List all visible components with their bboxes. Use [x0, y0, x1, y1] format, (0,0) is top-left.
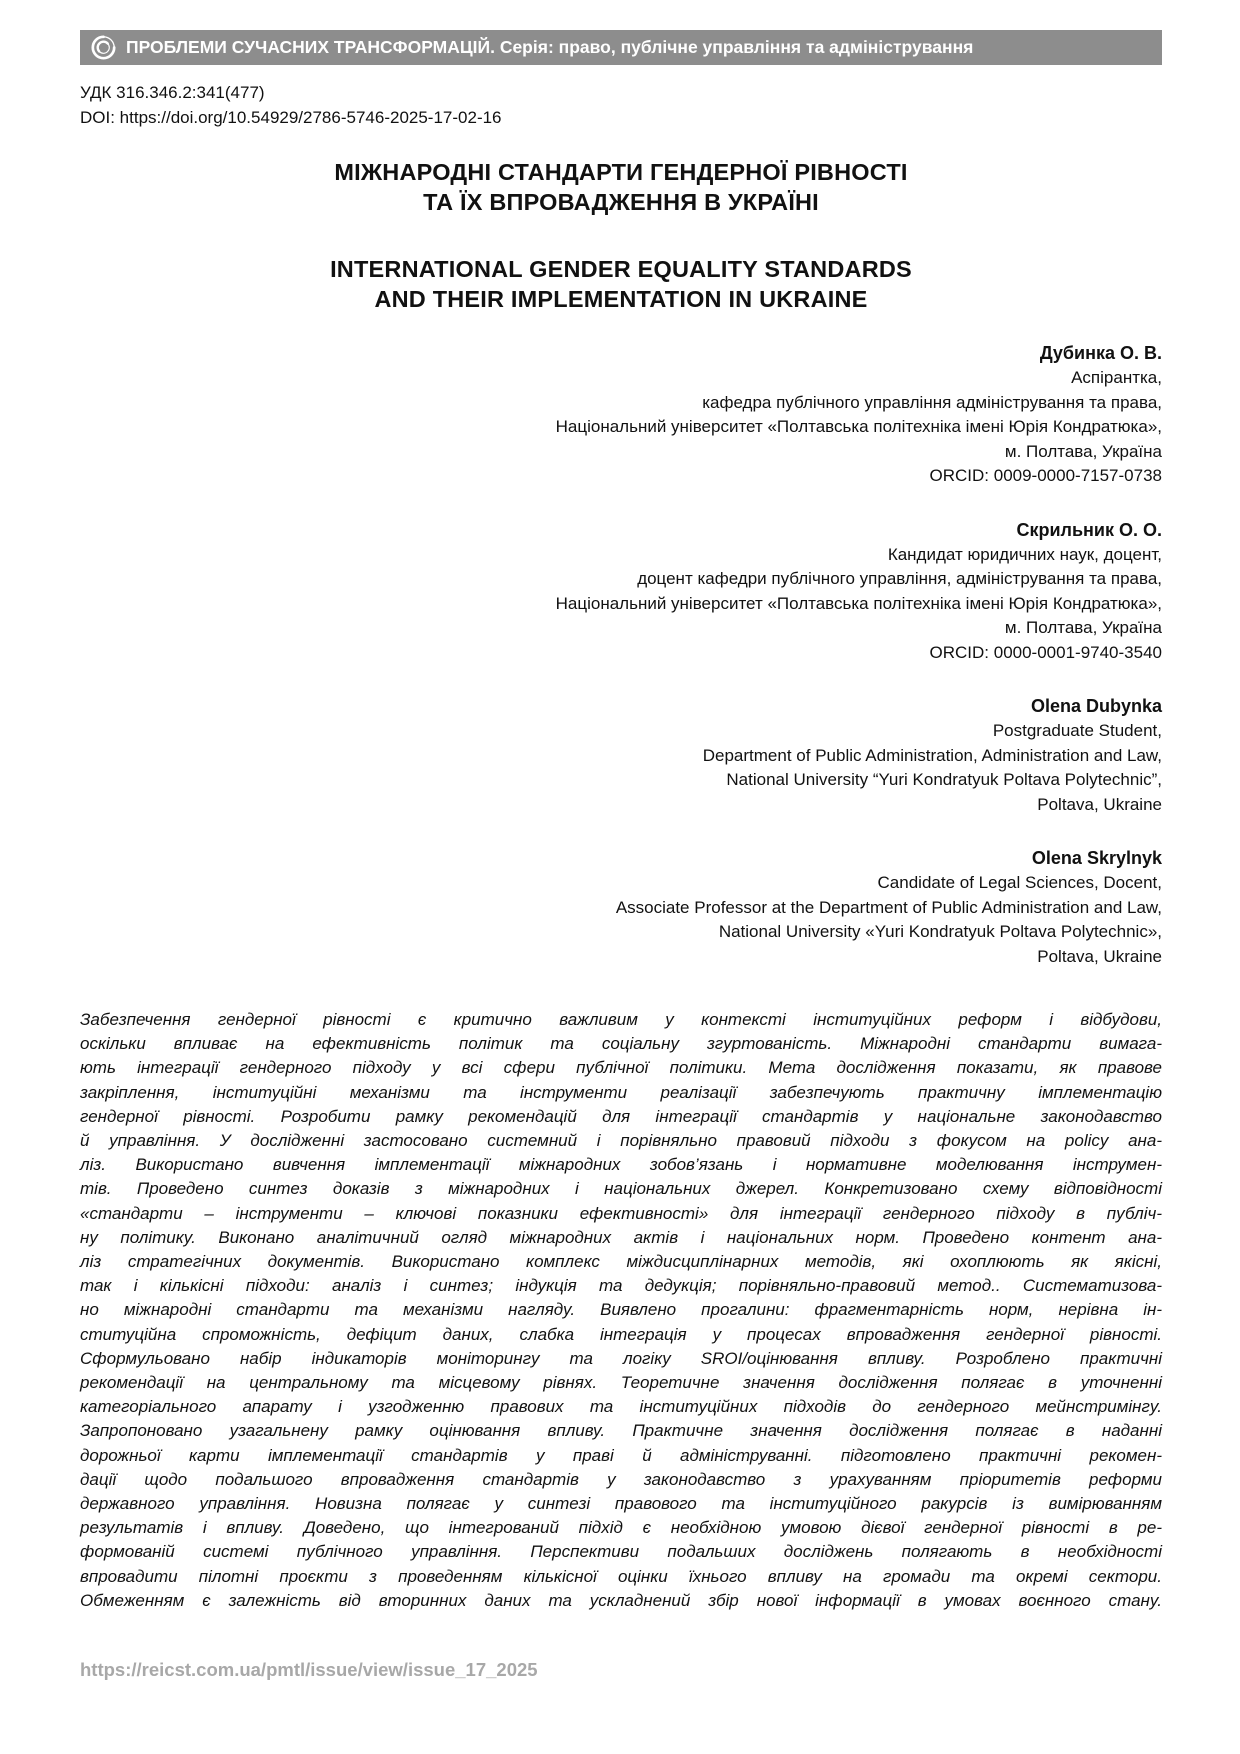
abstract-line: «стандарти – інструменти – ключові показники ефективності» для інтеграції гендерного підходу в публіч-	[80, 1203, 1162, 1223]
abstract	[80, 1008, 1162, 1613]
author-affiliation-line: Department of Public Administration, Administration and Law,	[702, 745, 1162, 765]
article-title-en-line2: AND THEIR IMPLEMENTATION IN UKRAINE	[374, 286, 868, 312]
abstract-line: категоріального апарату і узгодженню правових та інституційних підходів до гендерного мейнстримінгу.	[80, 1397, 1162, 1417]
article-title-uk-line1: МІЖНАРОДНІ СТАНДАРТИ ГЕНДЕРНОЇ РІВНОСТІ	[334, 159, 908, 185]
abstract-line: ну політику. Виконано аналітичний огляд міжнародних актів і національних норм. Проведено контент ана-	[80, 1227, 1162, 1247]
journal-logo-swirl-icon	[90, 34, 117, 61]
abstract-line: тів. Проведено синтез доказів з міжнародних і національних джерел. Конкретизовано схему відповідності	[80, 1179, 1162, 1199]
abstract-line: державного управління. Новизна полягає у синтезі правового та інституційного ракурсів із вимірюванням	[80, 1494, 1162, 1514]
journal-header-bar	[80, 30, 1162, 65]
author-affiliation-line: ORCID: 0000-0001-9740-3540	[929, 642, 1162, 662]
abstract-line: так і кількісні підходи: аналіз і синтез; індукція та дедукція; порівняльно-правовий метод.. Систематизова-	[80, 1276, 1162, 1296]
author-affiliation-line: м. Полтава, Україна	[1004, 441, 1162, 461]
author-name: Olena Skrylnyk	[1031, 848, 1162, 868]
abstract-line: й управління. У дослідженні застосовано системний і порівняльно правовий підходи з фокусом на policy ана-	[80, 1131, 1162, 1151]
article-title-uk-line2: ТА ЇХ ВПРОВАДЖЕННЯ В УКРАЇНІ	[423, 189, 819, 215]
author-blocks	[80, 341, 1162, 969]
author-affiliation-line: National University «Yuri Kondratyuk Poltava Polytechnic»,	[718, 922, 1162, 941]
abstract-line: ституційна спроможність, дефіцит даних, слабка інтеграція у процесах впровадження гендерної рівності.	[80, 1324, 1162, 1344]
abstract-line: Забезпечення гендерної рівності є критично важливим у контексті інституційних реформ і відбудови,	[80, 1010, 1162, 1029]
author-affiliation-line: Candidate of Legal Sciences, Docent,	[877, 873, 1162, 892]
abstract-line: Запропоновано узагальнену рамку оцінювання впливу. Практичне значення дослідження полягає в наданні	[80, 1421, 1162, 1441]
author-block	[80, 846, 1162, 969]
abstract-line: Обмеженням є залежність від вторинних даних та ускладнений збір нової інформації в умовах воєнного стану.	[80, 1590, 1162, 1610]
abstract-line: но міжнародні стандарти та механізми нагляду. Виявлено прогалини: фрагментарність норм, нерівна ін-	[80, 1300, 1162, 1320]
abstract-line: результатів і впливу. Доведено, що інтегрований підхід є необхідною умовою дієвої гендерної рівності в ре-	[80, 1518, 1162, 1538]
doi-link[interactable]: DOI: https://doi.org/10.54929/2786-5746-2025-17-02-16	[80, 108, 502, 127]
abstract-line: ють інтеграції гендерного підходу у всі сфери публічної політики. Мета дослідження показати, як правове	[80, 1058, 1162, 1078]
udc-line: УДК 316.346.2:341(477)	[80, 83, 265, 102]
author-affiliation-line: Національний університет «Полтавська політехніка імені Юрія Кондратюка»,	[555, 417, 1162, 436]
abstract-line: закріплення, інституційні механізми та інструменти реалізації забезпечують практичну імплементацію	[80, 1082, 1162, 1102]
author-affiliation-line: National University “Yuri Kondratyuk Poltava Polytechnic”,	[726, 770, 1162, 789]
author-block	[80, 341, 1162, 489]
author-affiliation-line: ORCID: 0009-0000-7157-0738	[929, 466, 1162, 485]
author-name: Дубинка О. В.	[1039, 343, 1162, 363]
abstract-line: оскільки впливає на ефективність політик та соціальну згуртованість. Міжнародні стандарти вимага-	[80, 1034, 1162, 1054]
author-affiliation-line: кафедра публічного управління адміністрування та права,	[702, 392, 1162, 412]
author-block	[80, 694, 1162, 817]
abstract-line: Сформульовано набір індикаторів моніторингу та логіку SROI/оцінювання впливу. Розроблено практичні	[80, 1348, 1162, 1368]
author-affiliation-line: Poltava, Ukraine	[1037, 946, 1162, 966]
abstract-line: рекомендації на центральному та місцевому рівнях. Теоретичне значення дослідження полягає в уточненні	[80, 1373, 1162, 1393]
abstract-line: гендерної рівності. Розробити рамку рекомендацій для інтеграції стандартів у національне законодавство	[80, 1106, 1162, 1126]
author-affiliation-line: Аспірантка,	[1071, 368, 1162, 387]
article-title-en	[80, 254, 1162, 314]
article-meta	[80, 80, 1162, 130]
article-title-uk	[80, 157, 1162, 217]
abstract-line: ліз стратегічних документів. Використано комплекс міждисциплінарних методів, які охоплюють як якісні,	[80, 1252, 1162, 1272]
author-affiliation-line: Кандидат юридичних наук, доцент,	[887, 544, 1162, 564]
author-affiliation-line: доцент кафедри публічного управління, адміністрування та права,	[637, 569, 1162, 588]
author-name: Olena Dubynka	[1030, 696, 1162, 716]
abstract-line: впровадити пілотні проєкти з проведенням кількісної оцінки їхнього впливу на громади та окремі сектори.	[80, 1566, 1162, 1586]
author-name: Скрильник О. О.	[1016, 519, 1162, 540]
issue-url-link[interactable]: https://reicst.com.ua/pmtl/issue/view/issue_17_2025	[80, 1659, 538, 1681]
author-affiliation-line: Postgraduate Student,	[992, 721, 1162, 740]
abstract-line: дорожньої карти імплементації стандартів у праві й адмініструванні. підготовлено практичні рекомен-	[80, 1445, 1162, 1465]
author-block	[80, 518, 1162, 666]
abstract-line: ліз. Використано вивчення імплементації міжнародних зобов’язань і нормативне моделювання інструмен-	[80, 1155, 1162, 1175]
author-affiliation-line: м. Полтава, Україна	[1004, 618, 1162, 637]
abstract-line: формованій системі публічного управління. Перспективи подальших досліджень полягають в необхідності	[80, 1542, 1162, 1562]
abstract-line: дації щодо подальшого впровадження стандартів у законодавство з урахуванням пріоритетів реформи	[80, 1469, 1162, 1489]
author-affiliation-line: Національний університет «Полтавська політехніка імені Юрія Кондратюка»,	[555, 593, 1162, 613]
article-title-en-line1: INTERNATIONAL GENDER EQUALITY STANDARDS	[330, 256, 912, 282]
author-affiliation-line: Associate Professor at the Department of Public Administration and Law,	[615, 897, 1162, 917]
author-affiliation-line: Poltava, Ukraine	[1037, 794, 1162, 814]
journal-header-title: ПРОБЛЕМИ СУЧАСНИХ ТРАНСФОРМАЦІЙ. Серія: право, публічне управління та адміністрування	[126, 37, 974, 57]
